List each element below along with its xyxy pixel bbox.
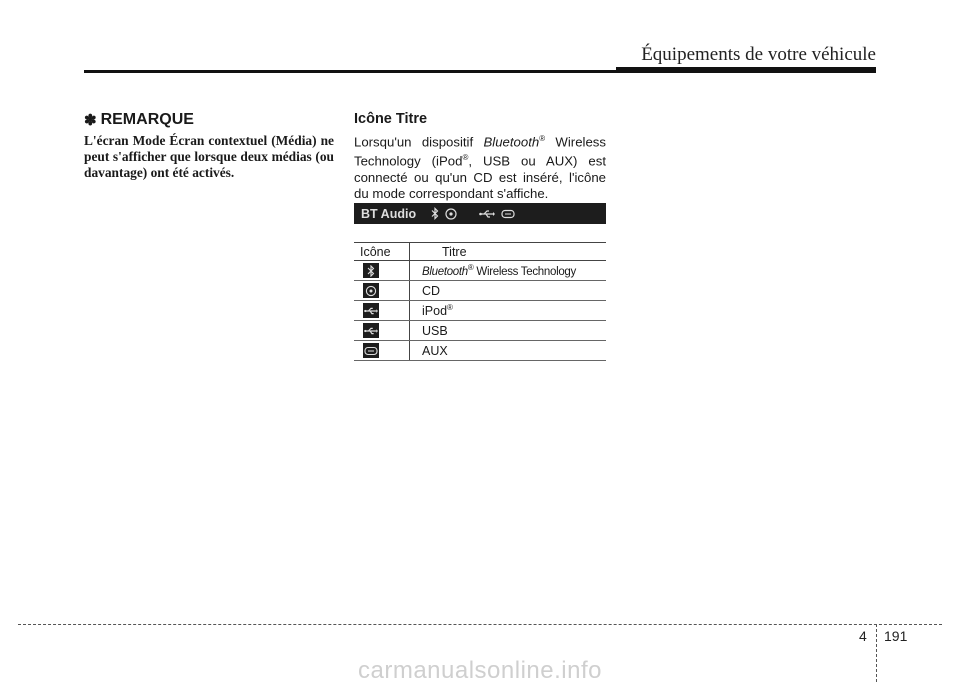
header-rule	[84, 70, 876, 73]
row-title-ipod-reg: ®	[447, 302, 453, 312]
usb-icon	[363, 303, 379, 318]
cd-icon	[445, 206, 457, 222]
row-title-aux: AUX	[410, 341, 607, 361]
table-row	[354, 301, 606, 321]
aux-icon	[501, 206, 515, 222]
row-title-bluetooth-reg: ®	[467, 263, 474, 273]
table-row	[354, 321, 606, 341]
section-body-italic: Bluetooth	[483, 134, 540, 150]
row-title-usb: USB	[410, 321, 607, 341]
header-title: Équipements de votre véhicule	[641, 44, 876, 65]
section-title: Icône Titre	[354, 111, 428, 127]
section-body-part3: , USB ou AUX) est connecté ou qu'un CD est inséré, l'icône du mode correspondant s'affiche.	[354, 153, 606, 201]
note-star-icon: ✽	[84, 112, 97, 129]
section-body	[354, 131, 606, 202]
table-header-icon: Icône	[354, 243, 410, 261]
cd-icon	[363, 283, 379, 298]
row-title-ipod-text: iPod	[422, 304, 448, 319]
row-title-ipod	[410, 301, 607, 321]
note-title	[84, 111, 334, 129]
row-title-bluetooth-rest: Wireless Technology	[473, 265, 576, 278]
section-body-reg1: ®	[539, 134, 546, 143]
aux-icon	[363, 343, 379, 358]
table-row	[354, 341, 606, 361]
table-row	[354, 261, 606, 281]
page-number: 191	[884, 628, 908, 644]
note-title-text: REMARQUE	[100, 111, 194, 128]
table-header-row	[354, 243, 606, 261]
icon-title-table	[354, 242, 606, 361]
bt-audio-label: BT Audio	[361, 206, 417, 221]
note-body: L'écran Mode Écran contextuel (Média) ne peut s'afficher que lorsque deux médias (ou davantage) ont été activés.	[84, 133, 334, 180]
row-title-bluetooth	[422, 263, 576, 278]
bt-audio-bar	[354, 203, 606, 224]
usb-icon	[363, 323, 379, 338]
section-body-reg2: ®	[462, 153, 469, 163]
chapter-number: 4	[859, 628, 867, 644]
row-title-bluetooth-italic: Bluetooth	[422, 265, 468, 278]
table-header-title: Titre	[410, 243, 607, 261]
icon-title-section	[354, 111, 606, 202]
usb-icon	[479, 206, 495, 222]
note-block	[84, 111, 334, 181]
footer-rule	[18, 624, 942, 625]
section-body-part1: Lorsqu'un dispositif	[354, 134, 484, 150]
table-row	[354, 281, 606, 301]
bluetooth-icon	[363, 263, 379, 278]
section-body-part2: Wireless Technology (iPod	[354, 134, 606, 169]
row-title-cd: CD	[410, 281, 607, 301]
watermark: carmanualsonline.info	[358, 657, 602, 684]
bluetooth-icon	[431, 206, 439, 222]
